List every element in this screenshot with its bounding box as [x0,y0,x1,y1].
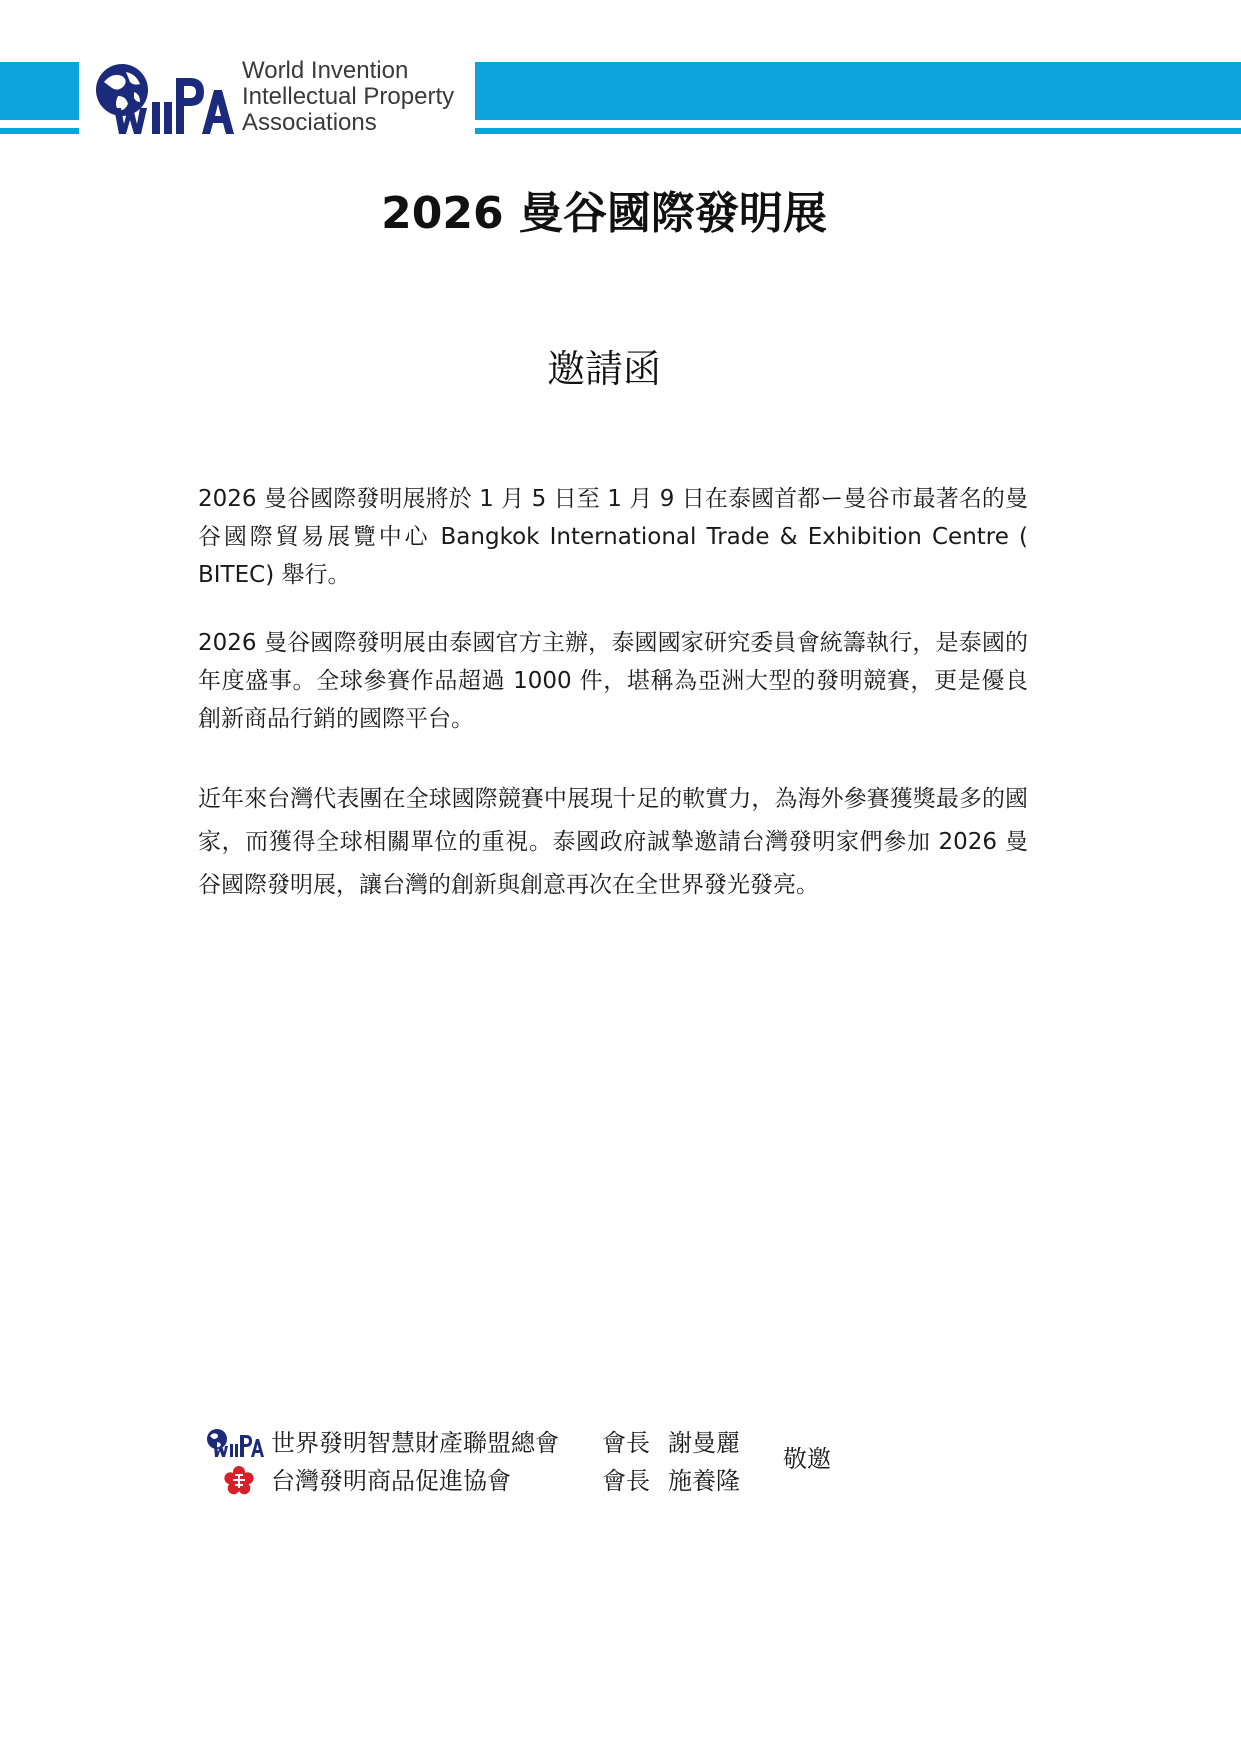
header-line-right [475,128,1241,134]
paragraph-1: 2026 曼谷國際發明展將於 1 月 5 日至 1 月 9 日在泰國首都ー曼谷市最著名的曼谷國際貿易展覽中心 Bangkok International Trade & Exhibition Centre ( BITEC) 舉行。 [198,486,1028,588]
paragraph-3: 近年來台灣代表團在全球國際競賽中展現十足的軟實力，為海外參賽獲獎最多的國家，而獲得全球相關單位的重視。泰國政府誠摯邀請台灣發明家們參加 2026 曼谷國際發明展，讓台灣的創新與創意再次在全世界發光發亮。 [198,786,1028,898]
paragraph-2: 2026 曼谷國際發明展由泰國官方主辦，泰國國家研究委員會統籌執行，是泰國的年度盛事。全球參賽作品超過 1000 件，堪稱為亞洲大型的發明競賽，更是優良創新商品行銷的國際平台。 [198,630,1028,732]
signature-title-1: 會長 [602,1429,650,1457]
closing-salutation: 敬邀 [783,1445,831,1473]
signature-org-2: 台灣發明商品促進協會 [271,1467,511,1495]
org-name-line-2: Intellectual Property [242,83,455,110]
header-band-right [475,62,1241,120]
signature-person-1: 謝曼麗 [668,1429,740,1457]
signature-org-1: 世界發明智慧財產聯盟總會 [271,1429,559,1457]
invitation-heading: 邀請函 [546,347,661,391]
org-name-english [242,58,454,136]
wiipa-logo-icon [205,1427,265,1459]
wiipa-logo-icon [92,62,240,138]
header-line-left [0,128,79,134]
org-name-line-1: World Invention [242,57,409,84]
org-name-line-3: Associations [242,109,377,136]
signature-title-2: 會長 [602,1467,650,1495]
signature-person-2: 施養隆 [668,1467,740,1495]
page-title: 2026 曼谷國際發明展 [381,188,827,239]
header-band-left [0,62,79,120]
plum-blossom-icon [205,1465,265,1497]
letter-body [198,480,1028,907]
